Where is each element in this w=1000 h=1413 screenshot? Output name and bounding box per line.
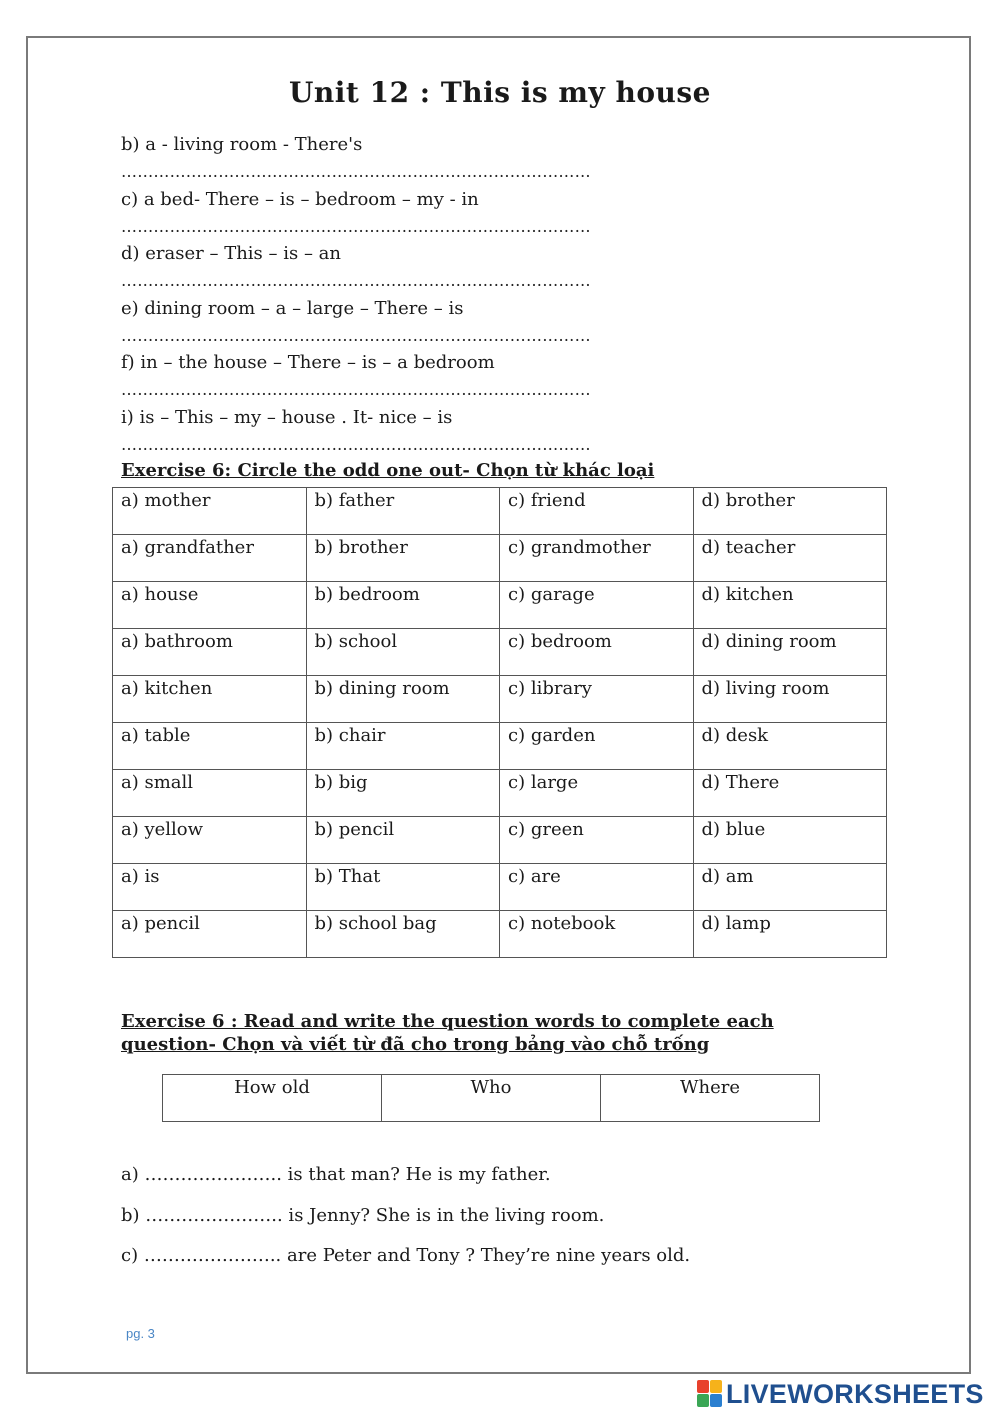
option-cell[interactable]: b) school <box>306 629 500 676</box>
option-cell[interactable]: a) small <box>113 770 307 817</box>
answer-line[interactable]: …………………………………………………………………………… <box>121 326 591 345</box>
exercise-heading-question-words: Exercise 6 : Read and write the question words to complete each <box>121 1011 774 1032</box>
option-cell[interactable]: c) notebook <box>500 911 694 958</box>
table-row <box>113 488 887 535</box>
option-cell[interactable]: a) bathroom <box>113 629 307 676</box>
option-cell[interactable]: d) am <box>693 864 887 911</box>
option-cell[interactable]: c) garage <box>500 582 694 629</box>
question-b[interactable]: b) ………………….. is Jenny? She is in the living room. <box>121 1205 605 1226</box>
option-cell[interactable]: a) is <box>113 864 307 911</box>
rearrange-item-b: b) a - living room - There's <box>121 134 363 155</box>
option-cell[interactable]: d) teacher <box>693 535 887 582</box>
option-cell[interactable]: a) yellow <box>113 817 307 864</box>
option-cell[interactable]: d) There <box>693 770 887 817</box>
option-cell[interactable]: b) brother <box>306 535 500 582</box>
option-cell[interactable]: a) table <box>113 723 307 770</box>
option-cell[interactable]: d) blue <box>693 817 887 864</box>
page-title: Unit 12 : This is my house <box>289 76 711 109</box>
answer-line[interactable]: …………………………………………………………………………… <box>121 271 591 290</box>
option-cell[interactable]: a) grandfather <box>113 535 307 582</box>
question-a[interactable]: a) ………………….. is that man? He is my father. <box>121 1164 551 1185</box>
rearrange-item-e: e) dining room – a – large – There – is <box>121 298 464 319</box>
answer-line[interactable]: …………………………………………………………………………… <box>121 162 591 181</box>
word-bank-item[interactable]: Who <box>382 1075 601 1122</box>
table-row <box>113 629 887 676</box>
option-cell[interactable]: c) bedroom <box>500 629 694 676</box>
exercise-heading-odd-one-out: Exercise 6: Circle the odd one out- Chọn từ khác loại <box>121 460 655 481</box>
option-cell[interactable]: d) dining room <box>693 629 887 676</box>
option-cell[interactable]: b) dining room <box>306 676 500 723</box>
option-cell[interactable]: d) kitchen <box>693 582 887 629</box>
answer-line[interactable]: …………………………………………………………………………… <box>121 217 591 236</box>
option-cell[interactable]: b) school bag <box>306 911 500 958</box>
table-row <box>113 723 887 770</box>
table-row <box>113 817 887 864</box>
word-bank-table <box>162 1074 820 1122</box>
option-cell[interactable]: d) living room <box>693 676 887 723</box>
rearrange-item-c: c) a bed- There – is – bedroom – my - in <box>121 189 479 210</box>
rearrange-item-d: d) eraser – This – is – an <box>121 243 341 264</box>
option-cell[interactable]: b) big <box>306 770 500 817</box>
odd-one-out-table <box>112 487 887 958</box>
answer-line[interactable]: …………………………………………………………………………… <box>121 380 591 399</box>
word-bank-item[interactable]: How old <box>163 1075 382 1122</box>
table-row <box>113 864 887 911</box>
option-cell[interactable]: b) pencil <box>306 817 500 864</box>
option-cell[interactable]: b) That <box>306 864 500 911</box>
option-cell[interactable]: d) desk <box>693 723 887 770</box>
option-cell[interactable]: c) are <box>500 864 694 911</box>
option-cell[interactable]: d) brother <box>693 488 887 535</box>
table-row <box>113 911 887 958</box>
option-cell[interactable]: c) green <box>500 817 694 864</box>
option-cell[interactable]: b) bedroom <box>306 582 500 629</box>
rearrange-item-i: i) is – This – my – house . It- nice – is <box>121 407 453 428</box>
option-cell[interactable]: a) house <box>113 582 307 629</box>
answer-line[interactable]: …………………………………………………………………………… <box>121 435 591 454</box>
table-row <box>113 582 887 629</box>
word-bank-item[interactable]: Where <box>601 1075 820 1122</box>
exercise-heading-question-words-line2: question- Chọn và viết từ đã cho trong bảng vào chỗ trống <box>121 1034 710 1055</box>
option-cell[interactable]: c) grandmother <box>500 535 694 582</box>
option-cell[interactable]: c) large <box>500 770 694 817</box>
option-cell[interactable]: a) pencil <box>113 911 307 958</box>
page-number: pg. 3 <box>126 1326 155 1341</box>
table-row <box>113 535 887 582</box>
option-cell[interactable]: d) lamp <box>693 911 887 958</box>
table-row <box>113 676 887 723</box>
option-cell[interactable]: a) kitchen <box>113 676 307 723</box>
option-cell[interactable]: a) mother <box>113 488 307 535</box>
table-row <box>113 770 887 817</box>
liveworksheets-icon <box>697 1380 723 1408</box>
option-cell[interactable]: c) garden <box>500 723 694 770</box>
option-cell[interactable]: b) chair <box>306 723 500 770</box>
rearrange-item-f: f) in – the house – There – is – a bedroom <box>121 352 495 373</box>
option-cell[interactable]: c) friend <box>500 488 694 535</box>
brand-name: LIVEWORKSHEETS <box>726 1378 984 1409</box>
liveworksheets-logo[interactable] <box>697 1378 984 1410</box>
question-c[interactable]: c) ………………….. are Peter and Tony ? They’re nine years old. <box>121 1245 691 1266</box>
option-cell[interactable]: b) father <box>306 488 500 535</box>
option-cell[interactable]: c) library <box>500 676 694 723</box>
